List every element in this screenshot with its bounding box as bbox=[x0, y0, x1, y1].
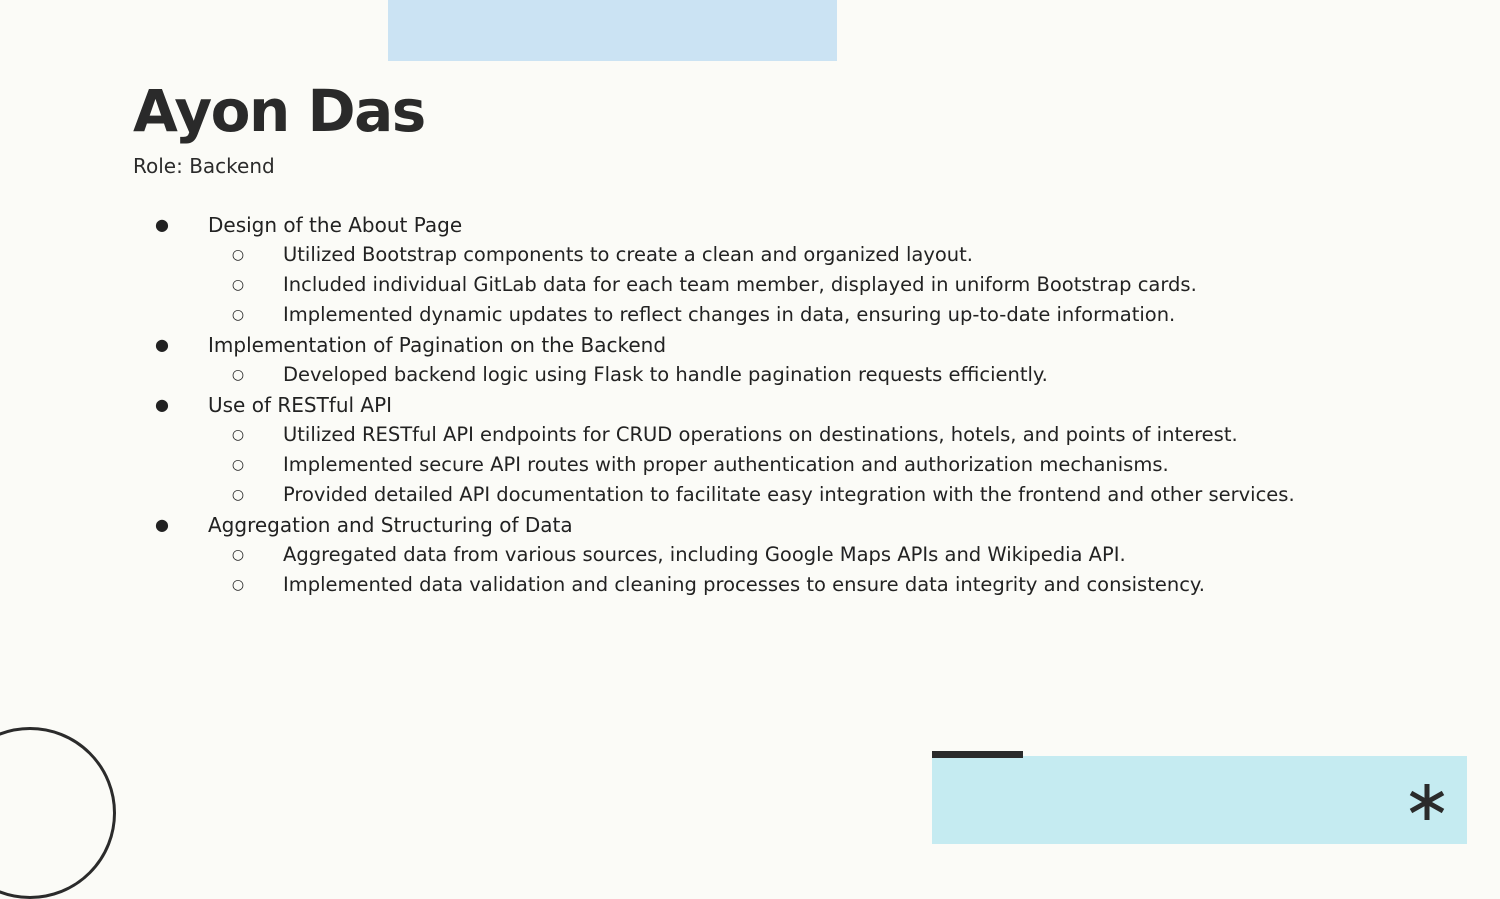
bullet-dot-icon: ● bbox=[155, 335, 169, 354]
sub-bullet-text: Included individual GitLab data for each team member, displayed in uniform Bootstrap cards. bbox=[283, 273, 1197, 296]
bullet-circle-icon: ○ bbox=[231, 307, 245, 323]
page-title: Ayon Das bbox=[133, 77, 425, 145]
bullet-circle-icon: ○ bbox=[231, 367, 245, 383]
bullet-circle-icon: ○ bbox=[231, 547, 245, 563]
bullet-heading: Aggregation and Structuring of Data bbox=[208, 513, 573, 537]
outline-circle-decoration bbox=[0, 727, 116, 899]
sub-bullet-item bbox=[0, 570, 1500, 600]
bullet-heading: Use of RESTful API bbox=[208, 393, 393, 417]
bullet-circle-icon: ○ bbox=[231, 247, 245, 263]
bullet-circle-icon: ○ bbox=[231, 277, 245, 293]
sub-bullet-text: Implemented secure API routes with proper authentication and authorization mechanisms. bbox=[283, 453, 1169, 476]
sub-bullet-text: Developed backend logic using Flask to handle pagination requests efficiently. bbox=[283, 363, 1048, 386]
sub-bullet-item bbox=[0, 540, 1500, 570]
bullet-heading: Implementation of Pagination on the Backend bbox=[208, 333, 667, 357]
bullet-item bbox=[0, 330, 1500, 360]
sub-bullet-item bbox=[0, 360, 1500, 390]
bottom-accent-panel bbox=[932, 756, 1467, 844]
top-accent-bar bbox=[388, 0, 837, 61]
sub-bullet-item bbox=[0, 420, 1500, 450]
sub-bullet-item bbox=[0, 240, 1500, 270]
bullet-circle-icon: ○ bbox=[231, 577, 245, 593]
bullet-dot-icon: ● bbox=[155, 215, 169, 234]
sub-bullet-text: Aggregated data from various sources, including Google Maps APIs and Wikipedia API. bbox=[283, 543, 1126, 566]
role-subtitle: Role: Backend bbox=[133, 154, 275, 178]
sub-bullet-text: Implemented dynamic updates to reflect changes in data, ensuring up-to-date information. bbox=[283, 303, 1176, 326]
sub-bullet-item bbox=[0, 450, 1500, 480]
bullet-circle-icon: ○ bbox=[231, 457, 245, 473]
bullet-item bbox=[0, 210, 1500, 240]
bullet-heading: Design of the About Page bbox=[208, 213, 463, 237]
bullet-list bbox=[0, 210, 1500, 600]
sub-bullet-text: Implemented data validation and cleaning processes to ensure data integrity and consistency. bbox=[283, 573, 1205, 596]
sub-bullet-text: Utilized Bootstrap components to create a clean and organized layout. bbox=[283, 243, 973, 266]
sub-bullet-text: Provided detailed API documentation to facilitate easy integration with the frontend and other services. bbox=[283, 483, 1295, 506]
dark-accent-line bbox=[932, 751, 1023, 758]
bullet-circle-icon: ○ bbox=[231, 427, 245, 443]
asterisk-icon bbox=[1407, 782, 1447, 822]
bullet-dot-icon: ● bbox=[155, 515, 169, 534]
bullet-circle-icon: ○ bbox=[231, 487, 245, 503]
bullet-item bbox=[0, 510, 1500, 540]
sub-bullet-text: Utilized RESTful API endpoints for CRUD operations on destinations, hotels, and points of interest. bbox=[283, 423, 1238, 446]
bullet-dot-icon: ● bbox=[155, 395, 169, 414]
sub-bullet-item bbox=[0, 300, 1500, 330]
bullet-item bbox=[0, 390, 1500, 420]
sub-bullet-item bbox=[0, 480, 1500, 510]
sub-bullet-item bbox=[0, 270, 1500, 300]
